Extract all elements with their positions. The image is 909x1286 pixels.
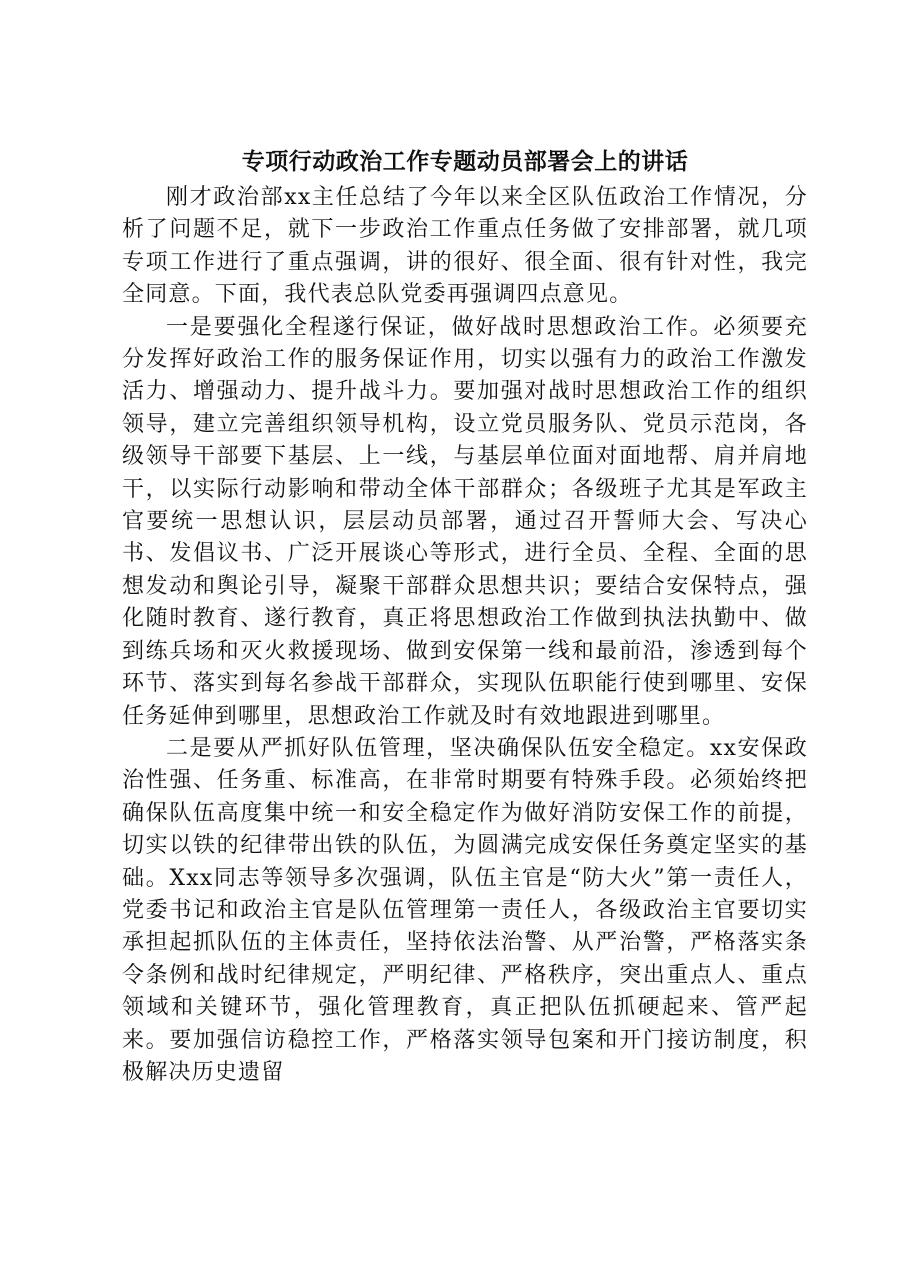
document-body	[122, 146, 808, 1089]
document-title: 专项行动政治工作专题动员部署会上的讲话	[241, 148, 689, 175]
paragraph-point-one: 一是要强化全程遂行保证，做好战时思想政治工作。必须要充分发挥好政治工作的服务保证作用，切实以强有力的政治工作激发活力、增强动力、提升战斗力。要加强对战时思想政治工作的组织领导，建立完善组织领导机构，设立党员服务队、党员示范岗，各级领导干部要下基层、上一线，与基层单位面对面地帮、肩并肩地干，以实际行动影响和带动全体干部群众；各级班子尤其是军政主官要统一思想认识，层层动员部署，通过召开誓师大会、写决心书、发倡议书、广泛开展谈心等形式，进行全员、全程、全面的思想发动和舆论引导，凝聚干部群众思想共识；要结合安保特点，强化随时教育、遂行教育，真正将思想政治工作做到执法执勤中、做到练兵场和灭火救援现场、做到安保第一线和最前沿，渗透到每个环节、落实到每名参战干部群众，实现队伍职能行使到哪里、安保任务延伸到哪里，思想政治工作就及时有效地跟进到哪里。	[122, 314, 808, 729]
paragraph-opening: 刚才政治部xx主任总结了今年以来全区队伍政治工作情况，分析了问题不足，就下一步政治工作重点任务做了安排部署，就几项专项工作进行了重点强调，讲的很好、很全面、很有针对性，我完全同意。下面，我代表总队党委再强调四点意见。	[122, 185, 808, 308]
paragraph-point-two: 二是要从严抓好队伍管理，坚决确保队伍安全稳定。xx安保政治性强、任务重、标准高，在非常时期要有特殊手段。必须始终把确保队伍高度集中统一和安全稳定作为做好消防安保工作的前提，切实以铁的纪律带出铁的队伍，为圆满完成安保任务奠定坚实的基础。Xxx同志等领导多次强调，队伍主官是“防大火”第一责任人，党委书记和政治主官是队伍管理第一责任人，各级政治主官要切实承担起抓队伍的主体责任，坚持依法治警、从严治警，严格落实条令条例和战时纪律规定，严明纪律、严格秩序，突出重点人、重点领域和关键环节，强化管理教育，真正把队伍抓硬起来、管严起来。要加强信访稳控工作，严格落实领导包案和开门接访制度，积极解决历史遗留	[122, 735, 808, 1085]
